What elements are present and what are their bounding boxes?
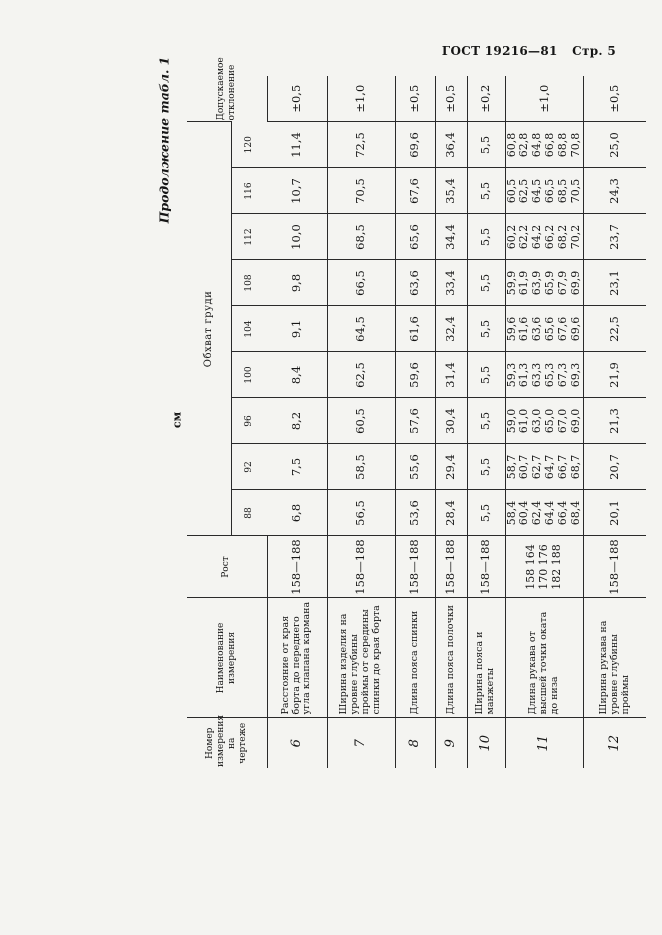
size-value: 60,5 62,5 64,5 66,5 68,5 70,5 <box>505 168 584 214</box>
size-value: 20,7 <box>584 444 646 490</box>
size-value: 30,4 <box>435 398 467 444</box>
size-header: 120 <box>243 136 254 154</box>
measurement-number: 12 <box>584 718 646 768</box>
size-value: 58,5 <box>327 444 395 490</box>
size-value: 59,6 <box>395 352 435 398</box>
measurement-name: Длина пояса спинки <box>395 598 435 718</box>
size-value: 9,1 <box>267 306 327 352</box>
size-value: 5,5 <box>467 490 505 536</box>
table-row <box>505 76 584 768</box>
size-value: 24,3 <box>584 168 646 214</box>
size-value: 60,2 62,2 64,2 66,2 68,2 70,2 <box>505 214 584 260</box>
measurement-number: 11 <box>505 718 584 768</box>
size-value: 21,3 <box>584 398 646 444</box>
size-value: 21,9 <box>584 352 646 398</box>
tolerance-value: ±1,0 <box>327 76 395 122</box>
size-value: 65,6 <box>395 214 435 260</box>
rotated-table-container <box>187 57 631 768</box>
size-value: 59,0 61,0 63,0 65,0 67,0 69,0 <box>505 398 584 444</box>
measurements-table <box>187 57 646 768</box>
size-header: 104 <box>231 306 267 352</box>
measurement-number: 6 <box>267 718 327 768</box>
table-row <box>327 76 395 768</box>
size-value: 69,6 <box>395 122 435 168</box>
col-name-header: Наименование измерения <box>187 598 267 718</box>
size-value: 31,4 <box>435 352 467 398</box>
size-value: 70,5 <box>327 168 395 214</box>
size-value: 66,5 <box>327 260 395 306</box>
size-header: 100 <box>231 352 267 398</box>
size-value: 29,4 <box>435 444 467 490</box>
size-value: 59,9 61,9 63,9 65,9 67,9 69,9 <box>505 260 584 306</box>
col-number-header: Номер измерения на чертеже <box>187 718 267 768</box>
measurement-name: Ширина пояса и манжеты <box>467 598 505 718</box>
size-header: 92 <box>231 444 267 490</box>
size-value: 5,5 <box>467 214 505 260</box>
size-value: 62,5 <box>327 352 395 398</box>
size-value: 5,5 <box>467 352 505 398</box>
size-value: 59,3 61,3 63,3 65,3 67,3 69,3 <box>505 352 584 398</box>
measurement-name: Расстояние от края борта до переднего угла клапана кармана <box>267 598 327 718</box>
header-row-1 <box>187 76 231 768</box>
page-header <box>432 44 616 58</box>
tolerance-value: ±0,5 <box>607 84 622 113</box>
size-value: 32,4 <box>435 306 467 352</box>
size-header: 88 <box>231 490 267 536</box>
size-header: 112 <box>231 214 267 260</box>
size-value: 20,1 <box>584 490 646 536</box>
size-value: 34,4 <box>435 214 467 260</box>
height-range: 158—188 <box>467 536 505 598</box>
table-caption: Продолжение табл. 1 <box>156 56 172 223</box>
size-value: 35,4 <box>435 168 467 214</box>
chest-group-header: Обхват груди <box>187 122 231 536</box>
size-value: 60,5 <box>327 398 395 444</box>
size-value: 60,8 62,8 64,8 66,8 68,8 70,8 <box>505 122 584 168</box>
size-value: 5,5 <box>467 306 505 352</box>
size-value: 8,2 <box>267 398 327 444</box>
measurement-number: 10 <box>467 718 505 768</box>
size-value: 28,4 <box>435 490 467 536</box>
table-row <box>467 76 505 768</box>
unit-label-wrap <box>168 408 186 432</box>
size-value: 33,4 <box>435 260 467 306</box>
size-value: 64,5 <box>327 306 395 352</box>
size-value: 23,1 <box>584 260 646 306</box>
size-value: 5,5 <box>467 398 505 444</box>
size-value: 58,4 60,4 62,4 64,4 66,4 68,4 <box>505 490 584 536</box>
size-value: 10,0 <box>267 214 327 260</box>
col-height-header: Рост <box>187 536 267 598</box>
measurement-number: 9 <box>435 718 467 768</box>
size-value: 5,5 <box>467 260 505 306</box>
tolerance-value: ±0,2 <box>467 76 505 122</box>
height-range: 158—188 <box>327 536 395 598</box>
tolerance-value: ±0,5 <box>435 76 467 122</box>
size-header: 116 <box>231 168 267 214</box>
height-range: 158—188 <box>584 536 646 598</box>
height-range: 158—188 <box>435 536 467 598</box>
measurement-number: 8 <box>395 718 435 768</box>
size-value: 25,0 <box>584 122 646 168</box>
size-value: 11,4 <box>267 122 327 168</box>
size-value: 61,6 <box>395 306 435 352</box>
size-value: 53,6 <box>395 490 435 536</box>
size-value: 57,6 <box>395 398 435 444</box>
size-header: 96 <box>231 398 267 444</box>
size-value: 7,5 <box>267 444 327 490</box>
size-value: 56,5 <box>327 490 395 536</box>
size-value: 8,4 <box>267 352 327 398</box>
measurement-number: 7 <box>327 718 395 768</box>
size-value: 67,6 <box>395 168 435 214</box>
tolerance-value: ±0,5 <box>267 76 327 122</box>
col-tolerance-header: Допускаемое отклонение <box>187 76 267 122</box>
measurement-name: Длина рукава от высшей точки оката до низа <box>505 598 584 718</box>
size-value: 36,4 <box>435 122 467 168</box>
height-range: 158 164 170 176 182 188 <box>505 536 584 598</box>
unit-label: см <box>170 411 184 429</box>
size-value: 10,7 <box>267 168 327 214</box>
size-value: 68,5 <box>327 214 395 260</box>
height-range: 158—188 <box>395 536 435 598</box>
size-value: 9,8 <box>267 260 327 306</box>
measurement-name: Ширина изделия на уровне глубины проймы от середины спинки до края борта <box>327 598 395 718</box>
tolerance-value: ±1,0 <box>505 76 584 122</box>
page-number: Стр. 5 <box>572 44 616 58</box>
table-caption-wrap <box>150 56 178 223</box>
size-value: 58,7 60,7 62,7 64,7 66,7 68,7 <box>505 444 584 490</box>
size-value: 22,5 <box>584 306 646 352</box>
table-row <box>435 76 467 768</box>
size-value: 72,5 <box>327 122 395 168</box>
tolerance-value: ±0,5 <box>395 76 435 122</box>
measurement-name: Ширина рукава на уровне глубины проймы <box>584 598 646 718</box>
size-value: 5,5 <box>467 444 505 490</box>
table-row <box>395 76 435 768</box>
height-range: 158—188 <box>267 536 327 598</box>
size-header: 108 <box>231 260 267 306</box>
standard-number: ГОСТ 19216—81 <box>441 44 558 58</box>
size-value: 63,6 <box>395 260 435 306</box>
size-value: 5,5 <box>467 122 505 168</box>
size-value: 55,6 <box>395 444 435 490</box>
size-value: 6,8 <box>267 490 327 536</box>
size-value: 23,7 <box>584 214 646 260</box>
size-value: 59,6 61,6 63,6 65,6 67,6 69,6 <box>505 306 584 352</box>
measurement-name: Длина пояса полочки <box>435 598 467 718</box>
table-row <box>584 76 646 768</box>
table-row <box>267 76 327 768</box>
size-value: 5,5 <box>467 168 505 214</box>
